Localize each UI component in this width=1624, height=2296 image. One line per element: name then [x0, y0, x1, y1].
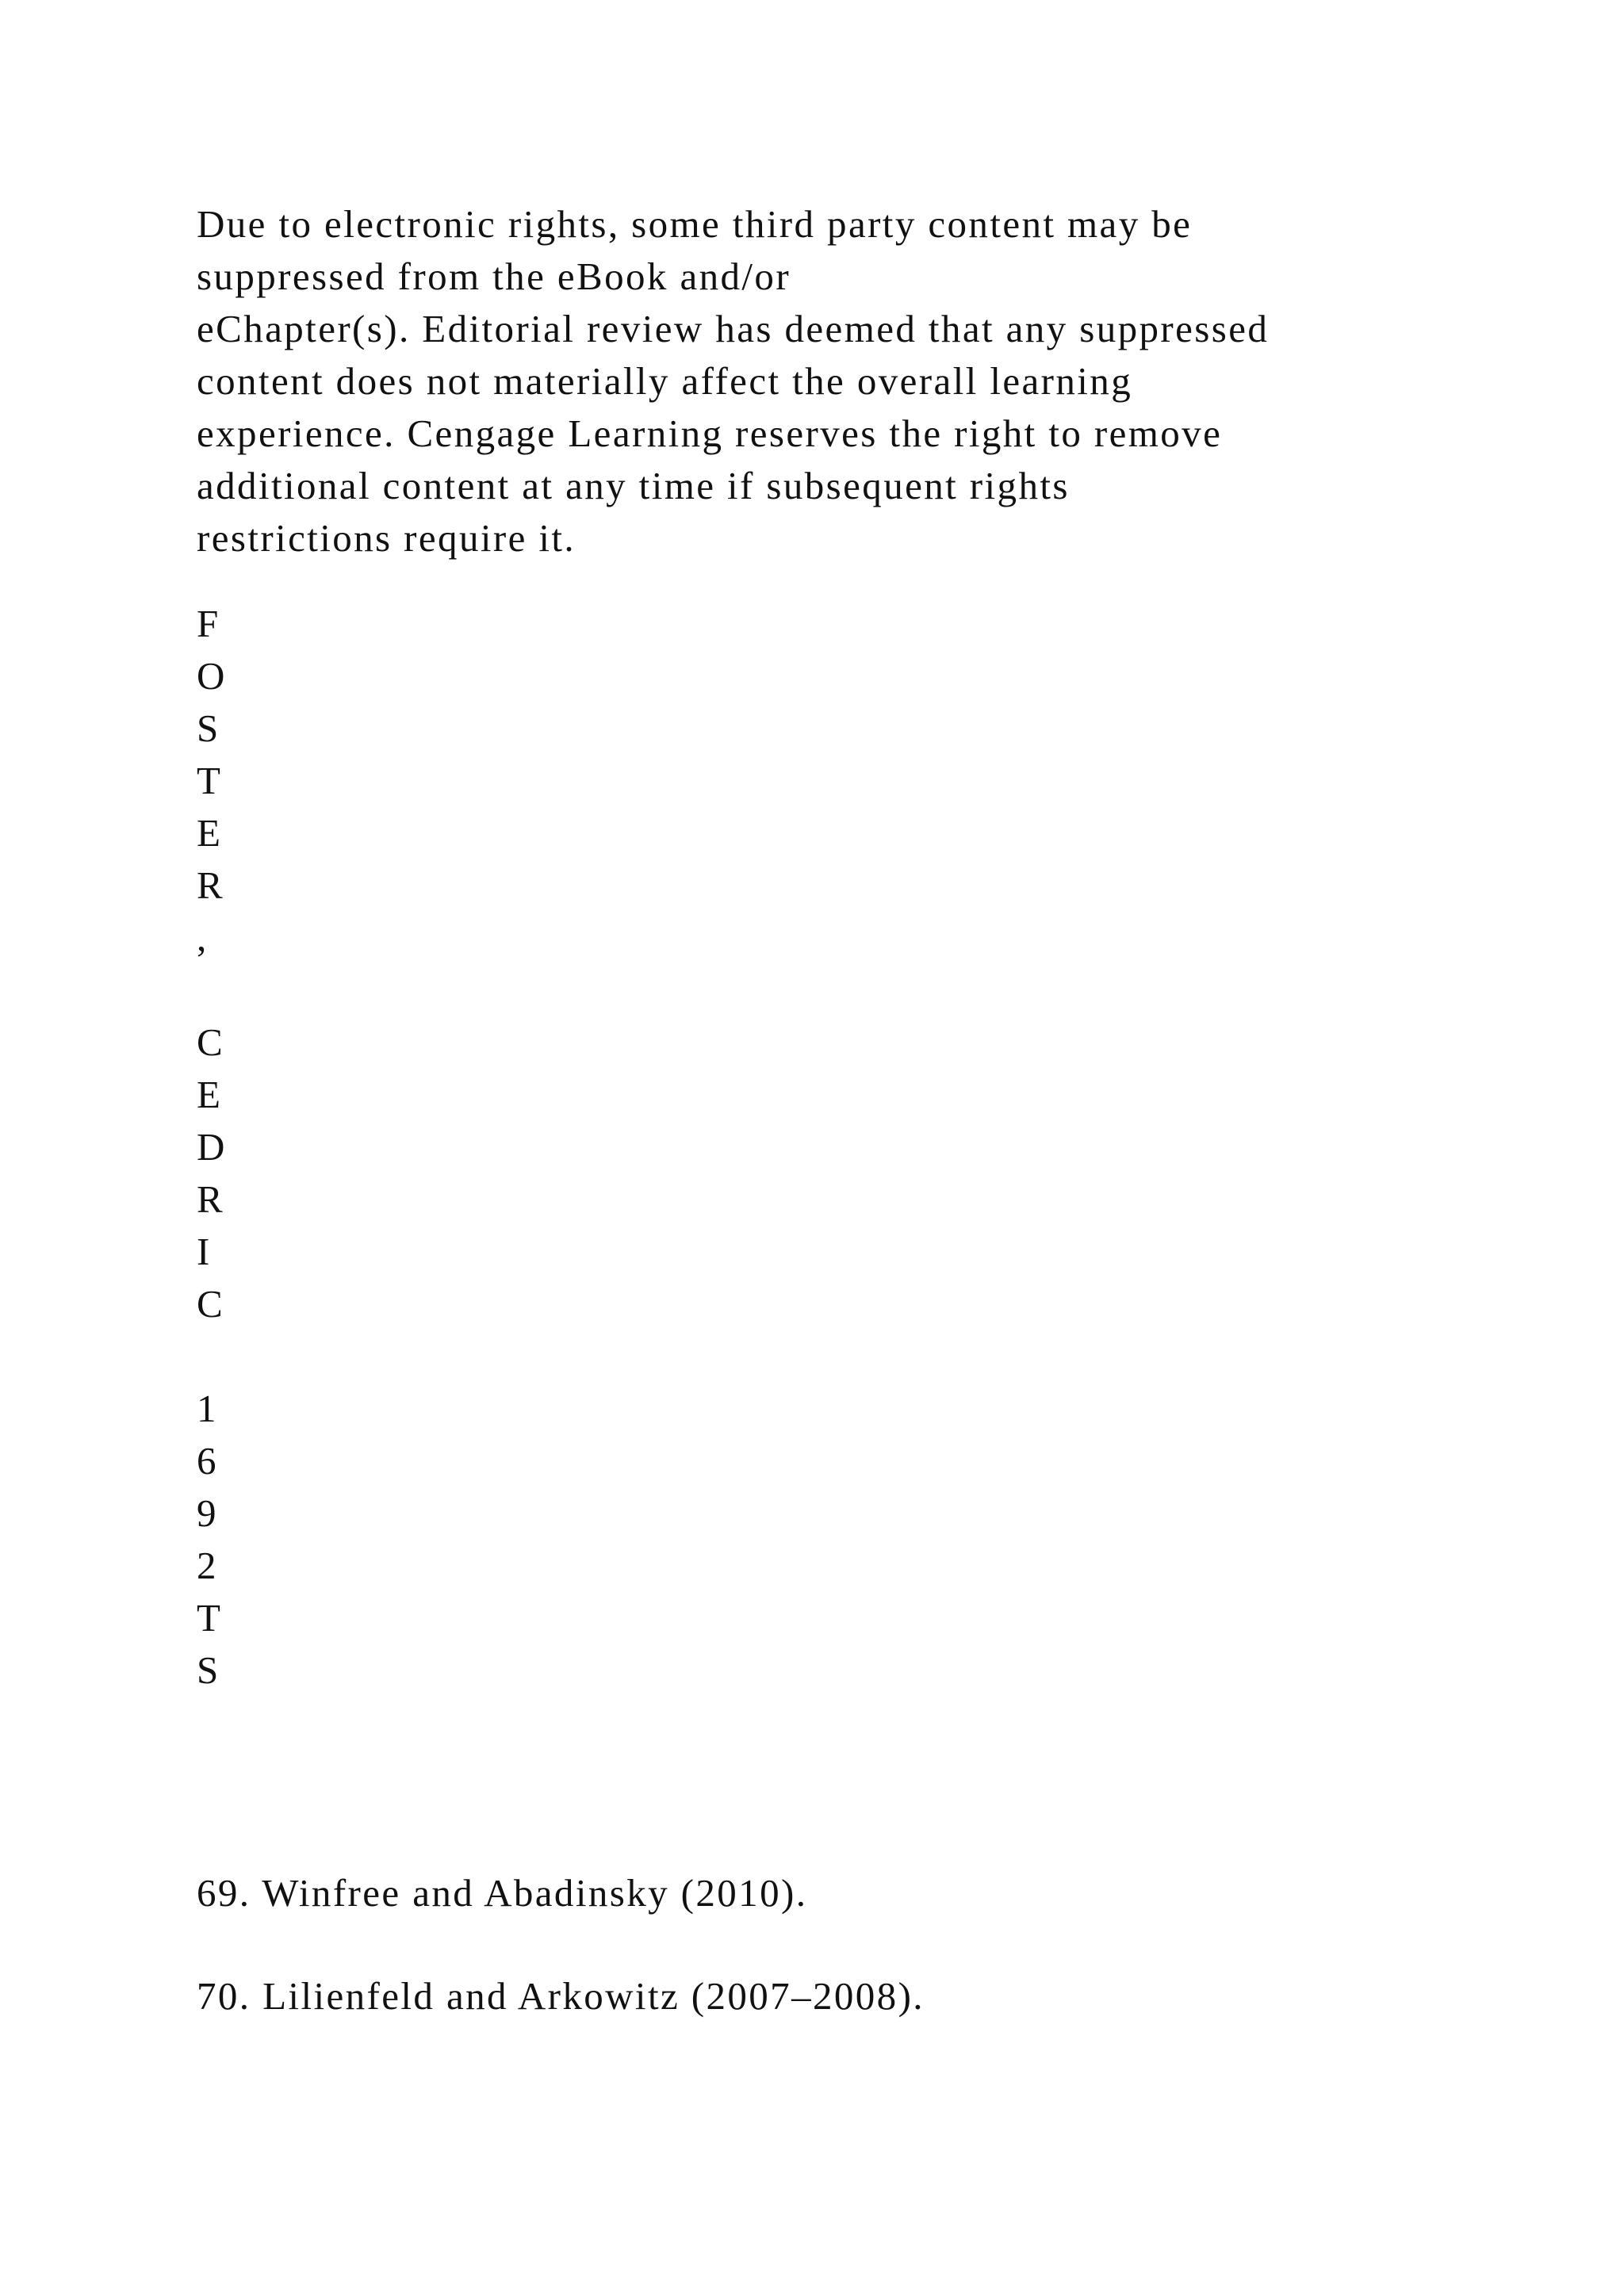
watermark-char: I — [197, 1230, 210, 1273]
watermark-char: C — [197, 1282, 223, 1326]
watermark-char: E — [197, 811, 220, 855]
notice-line: Due to electronic rights, some third party content may be — [197, 202, 1193, 246]
notice-line: eChapter(s). Editorial review has deemed that any suppressed — [197, 307, 1270, 350]
notice-line: content does not materially affect the overall learning — [197, 359, 1133, 403]
watermark-char: T — [197, 759, 220, 802]
endnote-item: 70. Lilienfeld and Arkowitz (2007–2008). — [197, 1974, 925, 2018]
watermark-gap — [197, 1330, 1434, 1383]
watermark-char: R — [197, 1177, 223, 1221]
watermark-char: T — [197, 1596, 220, 1640]
watermark-char: S — [197, 706, 219, 750]
watermark-gap — [197, 964, 1434, 1016]
watermark-char: 1 — [197, 1387, 216, 1430]
watermark-char: D — [197, 1125, 225, 1169]
watermark-char: , — [197, 916, 207, 959]
watermark-char: F — [197, 602, 219, 645]
endnotes — [197, 1867, 925, 2022]
watermark-char: 6 — [197, 1439, 216, 1483]
watermark-char: S — [197, 1648, 219, 1692]
endnote-item: 69. Winfree and Abadinsky (2010). — [197, 1871, 808, 1915]
watermark-char: 9 — [197, 1491, 216, 1535]
notice-line: restrictions require it. — [197, 516, 576, 560]
notice-line: experience. Cengage Learning reserves the right to remove — [197, 411, 1223, 455]
rights-notice — [197, 198, 1434, 564]
document-page — [197, 198, 1434, 1697]
watermark-char: 2 — [197, 1544, 216, 1587]
notice-line: suppressed from the eBook and/or — [197, 254, 791, 298]
watermark-char: E — [197, 1073, 220, 1116]
watermark-char: O — [197, 654, 225, 698]
watermark-char: C — [197, 1020, 223, 1064]
vertical-watermark — [197, 598, 1434, 1697]
watermark-char: R — [197, 863, 223, 907]
notice-line: additional content at any time if subsequent rights — [197, 464, 1070, 507]
